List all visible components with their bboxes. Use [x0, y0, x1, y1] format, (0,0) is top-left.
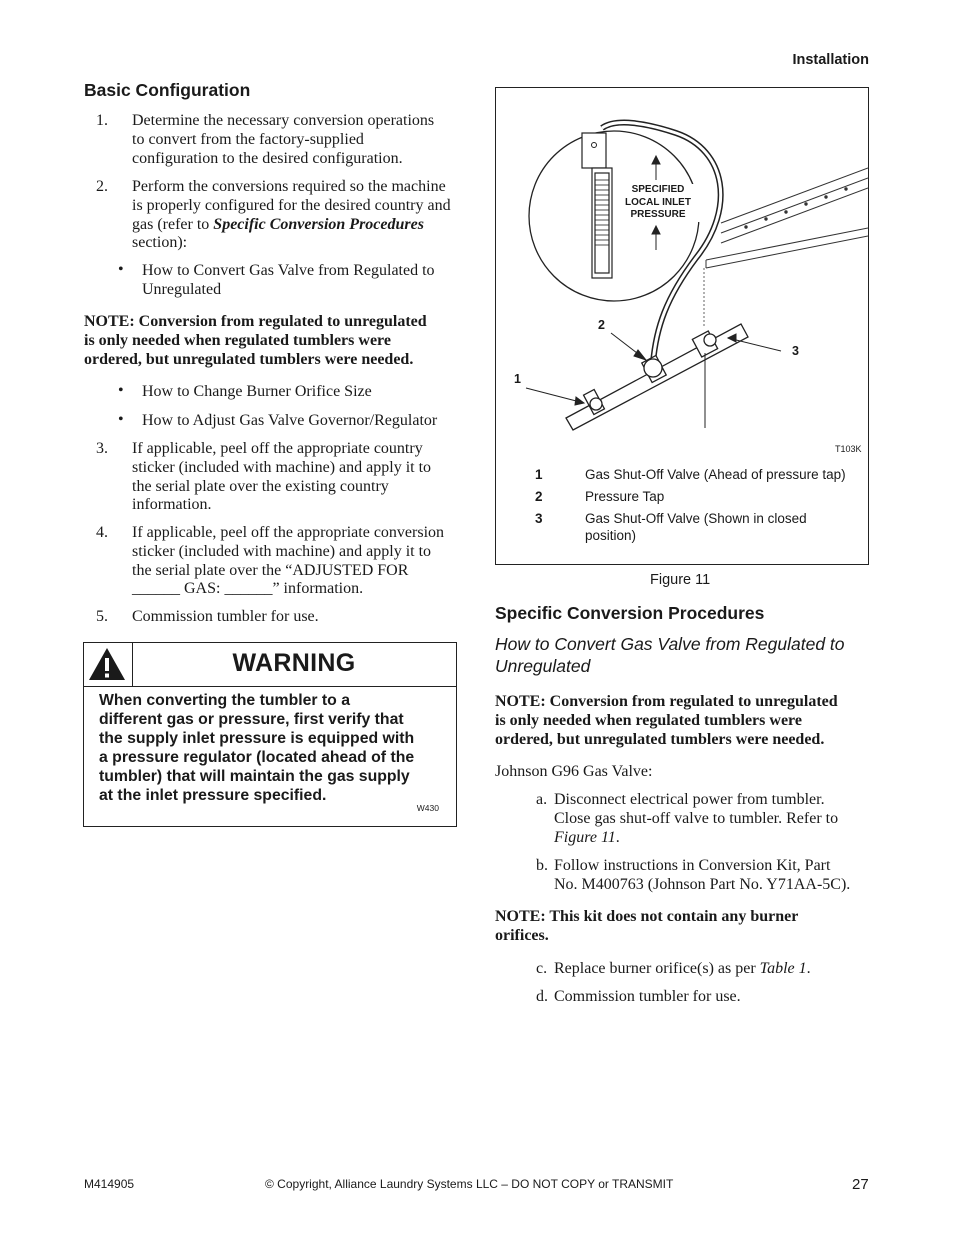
- callout-line: LOCAL INLET: [625, 196, 691, 208]
- subheading-line: Unregulated: [495, 656, 591, 676]
- legend-item-3: [535, 510, 865, 546]
- bullet-mark: •: [118, 382, 124, 399]
- figure-11-reference[interactable]: Figure 11: [554, 828, 616, 846]
- step-number: 4.: [96, 524, 108, 541]
- legend-item-1: [535, 466, 865, 486]
- step-line: [554, 829, 884, 848]
- figure-label-2: 2: [598, 318, 605, 332]
- step-line: No. M400763 (Johnson Part No. Y71AA-5C).: [554, 875, 851, 893]
- legend-number: 2: [535, 489, 543, 504]
- figure-box: [495, 87, 869, 565]
- step-line: Perform the conversions required so the machine: [132, 178, 446, 195]
- callout-line: SPECIFIED: [631, 184, 685, 195]
- note-conversion: [84, 313, 464, 369]
- step-number: 1.: [96, 112, 108, 129]
- inlet-pressure-callout: [616, 184, 700, 222]
- step-line: the serial plate over the “ADJUSTED FOR: [132, 561, 409, 579]
- step-line: section):: [132, 234, 188, 252]
- callout-line: PRESSURE: [630, 209, 686, 220]
- note-line: NOTE: Conversion from regulated to unregulated: [84, 313, 427, 330]
- note-line: is only needed when regulated tumblers were: [84, 331, 391, 349]
- step-number: 2.: [96, 178, 108, 195]
- step-letter: d.: [536, 988, 548, 1005]
- step-text: Replace burner orifice(s) as per: [554, 960, 760, 977]
- step-line: is properly configured for the desired country and: [132, 196, 451, 214]
- step-number: 3.: [96, 440, 108, 457]
- step-line: Close gas shut-off valve to tumbler. Refer to: [554, 809, 839, 827]
- warning-icon-cell: [84, 643, 133, 686]
- bullet-line: Unregulated: [142, 280, 222, 298]
- bullet-mark: •: [118, 261, 124, 278]
- warning-line: at the inlet pressure specified.: [99, 787, 327, 804]
- note-conversion-right: [495, 693, 875, 749]
- step-line: Commission tumbler for use.: [132, 608, 319, 625]
- warning-text: [99, 691, 444, 805]
- legend-line: Gas Shut-Off Valve (Shown in closed: [585, 511, 807, 526]
- johnson-valve-intro: Johnson G96 Gas Valve:: [495, 763, 653, 780]
- table-1-reference[interactable]: Table 1: [759, 960, 807, 977]
- step-line: ______ GAS: ______” information.: [132, 580, 364, 598]
- note-line: NOTE: Conversion from regulated to unregulated: [495, 693, 838, 710]
- step-line: the serial plate over the existing country: [132, 477, 389, 495]
- convert-gas-valve-subheading: [495, 633, 875, 677]
- step-text: gas (refer to: [132, 215, 214, 233]
- figure-code: T103K: [835, 444, 862, 454]
- warning-box: [83, 642, 457, 827]
- figure-label-3: 3: [792, 344, 799, 358]
- step-letter: a.: [536, 791, 548, 808]
- copyright-notice: © Copyright, Alliance Laundry Systems LLC – DO NOT COPY or TRANSMIT: [265, 1177, 674, 1191]
- warning-title: WARNING: [232, 649, 356, 677]
- note-line: orifices.: [495, 926, 549, 944]
- note-line: ordered, but unregulated tumblers were needed.: [84, 350, 414, 368]
- step-line: sticker (included with machine) and apply it to: [132, 458, 432, 476]
- note-no-orifices: [495, 908, 875, 946]
- specific-conversion-heading: Specific Conversion Procedures: [495, 603, 765, 623]
- step-line: If applicable, peel off the appropriate country: [132, 440, 423, 457]
- subheading-line: How to Convert Gas Valve from Regulated to: [495, 634, 845, 654]
- legend-text: Gas Shut-Off Valve (Ahead of pressure tap): [585, 467, 846, 482]
- legend-line: position): [585, 528, 637, 543]
- step-text: .: [806, 960, 811, 977]
- step-line: configuration to the desired configuration.: [132, 149, 403, 167]
- warning-line: a pressure regulator (located ahead of the: [99, 749, 415, 766]
- section-header: Installation: [792, 52, 869, 68]
- step-line: [132, 216, 472, 235]
- legend-text: [585, 510, 865, 544]
- step-letter: c.: [536, 960, 548, 977]
- bullet-line: How to Convert Gas Valve from Regulated to: [142, 262, 435, 279]
- step-letter: b.: [536, 857, 548, 874]
- step-text: .: [615, 828, 620, 846]
- step-line: information.: [132, 496, 212, 514]
- legend-item-2: [535, 488, 865, 508]
- gas-valve-illustration: [496, 88, 868, 468]
- warning-line: different gas or pressure, first verify that: [99, 711, 404, 728]
- step-line: Commission tumbler for use.: [554, 988, 741, 1005]
- step-line: sticker (included with machine) and apply it to: [132, 542, 432, 560]
- note-line: NOTE: This kit does not contain any burner: [495, 908, 799, 925]
- doc-number: M414905: [84, 1177, 135, 1191]
- warning-line: When converting the tumbler to a: [99, 692, 351, 709]
- bullet-line: How to Change Burner Orifice Size: [142, 383, 372, 400]
- warning-header: [84, 643, 456, 687]
- step-line: If applicable, peel off the appropriate conversion: [132, 524, 445, 541]
- step-line: Disconnect electrical power from tumbler.: [554, 791, 825, 808]
- figure-caption: Figure 11: [650, 572, 711, 588]
- legend-number: 3: [535, 511, 543, 526]
- note-line: is only needed when regulated tumblers were: [495, 711, 802, 729]
- step-line: Determine the necessary conversion operations: [132, 112, 435, 129]
- legend-number: 1: [535, 467, 543, 482]
- bullet-line: How to Adjust Gas Valve Governor/Regulator: [142, 412, 438, 429]
- specific-conversion-reference: Specific Conversion Procedures: [213, 215, 424, 233]
- step-line: to convert from the factory-supplied: [132, 130, 364, 148]
- warning-triangle-icon: [84, 643, 130, 685]
- legend-text: Pressure Tap: [585, 489, 665, 504]
- warning-line: the supply inlet pressure is equipped with: [99, 730, 415, 747]
- figure-label-1: 1: [514, 372, 521, 386]
- warning-line: tumbler) that will maintain the gas supply: [99, 768, 410, 785]
- note-line: ordered, but unregulated tumblers were needed.: [495, 730, 825, 748]
- step-number: 5.: [96, 608, 108, 625]
- basic-configuration-heading: Basic Configuration: [84, 80, 251, 100]
- step-line: Follow instructions in Conversion Kit, Part: [554, 857, 831, 874]
- warning-code: W430: [416, 803, 439, 813]
- bullet-mark: •: [118, 411, 124, 428]
- page-number: 27: [852, 1176, 869, 1193]
- machine-rail: [706, 168, 868, 268]
